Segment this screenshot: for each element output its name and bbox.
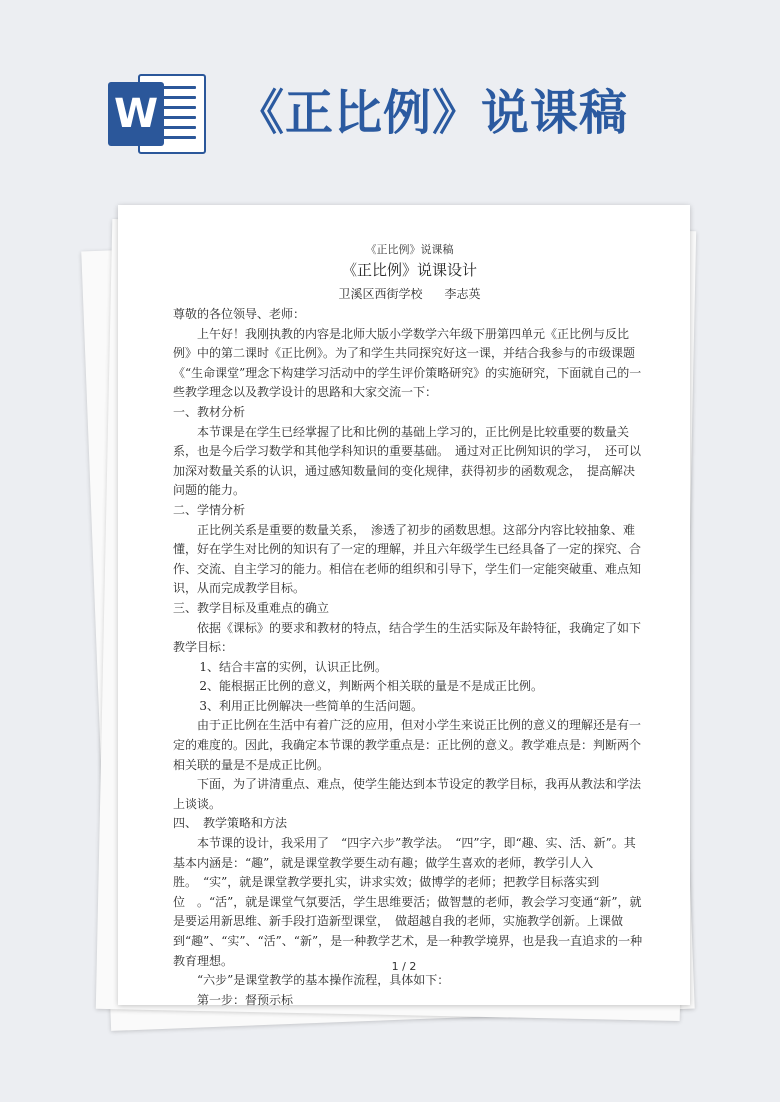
page-number: 1 / 2: [391, 960, 417, 973]
running-header: 《正比例》说课稿: [365, 243, 454, 256]
paragraph-key-points: 由于正比例在生活中有着广泛的应用，但对小学生来说正比例的意义的理解还是有一定的难度的。因此，我确定本节课的教学重点是：正比例的意义。教学难点是：判断两个相关联的量是不是成正比例。: [173, 718, 642, 772]
section-heading-3: 三、教学目标及重难点的确立: [173, 600, 330, 615]
paragraph-intro: 上午好！我刚执教的内容是北师大版小学数学六年级下册第四单元《正比例与反比例》中的第二课时《正比例》。为了和学生共同探究好这一课，并结合我参与的市级课题《“生命课堂”理念下构建学习活动中的学生评价策略研究》的实施研究，下面就自己的一些教学理念以及教学设计的思路和大家交流一下：: [173, 326, 642, 400]
paragraph-objectives-intro: 依据《课标》的要求和教材的特点，结合学生的生活实际及年龄特征，我确定了如下教学目标：: [173, 620, 642, 655]
section-heading-4: 四、 教学策略和方法: [173, 816, 288, 831]
byline: [173, 283, 646, 305]
paragraph-textbook-analysis: 本节课是在学生已经掌握了比和比例的基础上学习的，正比例是比较重要的数量关系，也是今后学习数学和其他学科知识的重要基础。 通过对正比例知识的学习， 还可以加深对数量关系的认识，通过感知数量间的变化规律，获得初步的函数观念， 提高解决问题的能力。: [173, 424, 642, 498]
paragraph-transition: 下面，为了讲清重点、难点，使学生能达到本节设定的教学目标，我再从教法和学法上谈谈。: [173, 777, 642, 811]
paragraph-student-analysis: 正比例关系是重要的数量关系， 渗透了初步的函数思想。这部分内容比较抽象、难懂，好在学生对比例的知识有了一定的理解，并且六年级学生已经具备了一定的探究、合作、交流、自主学习的能力。相信在老师的组织和引导下，学生们一定能突破重、难点知识，从而完成教学目标。: [173, 522, 642, 596]
paragraph-teaching-method: 本节课的设计，我采用了 “四字六步”教学法。 “四”字，即“趣、实、活、新”。其基本内涵是：“趣”，就是课堂教学要生动有趣；做学生喜欢的老师，教学引人入胜。 “实”，就是课堂教学要扎实，讲求实效；做博学的老师；把教学目标落实到位 。“活”，就是课堂气氛要活，学生思维要活；做智慧的老师，教会学习变通“新”，就是要运用新思维、新手段打造新型课堂， 做超越自我的老师，实施教学创新。上课做到“趣”、“实”、“活”、“新”，是一种教学艺术，是一种教学境界，也是我一直追求的一种教育理想。: [173, 836, 643, 968]
section-heading-2: 二、学情分析: [173, 502, 246, 517]
paragraph-six-steps-intro: “六步”是课堂教学的基本操作流程，具体如下：: [197, 973, 450, 988]
document-title: 《正比例》说课设计: [341, 261, 477, 279]
objective-item-3: 3、利用正比例解决一些简单的生活问题。: [199, 698, 424, 713]
objective-item-2: 2、能根据正比例的意义，判断两个相关联的量是不是成正比例。: [199, 679, 544, 694]
banner-title: 《正比例》说课稿: [236, 85, 629, 141]
school-name: 卫溪区西街学校: [338, 287, 423, 301]
banner: [0, 0, 780, 200]
paragraph-step-one: 第一步：督预示标: [197, 992, 294, 1007]
author-name: 李志英: [444, 287, 481, 301]
document-page: [118, 205, 690, 1005]
salutation: 尊敬的各位领导、老师：: [173, 307, 306, 321]
word-app-icon: [108, 68, 208, 160]
section-heading-1: 一、教材分析: [173, 404, 246, 419]
objective-item-1: 1、结合丰富的实例，认识正比例。: [199, 659, 388, 674]
word-letter-badge: W: [108, 82, 164, 146]
